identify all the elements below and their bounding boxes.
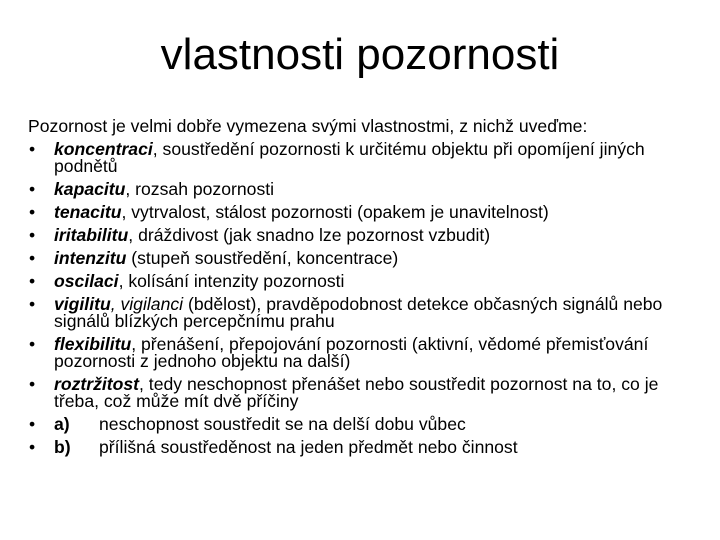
bullet-icon: •: [29, 248, 36, 268]
list-item-tenacita: [28, 204, 708, 221]
term: flexibilitu: [54, 334, 132, 354]
cause-text: neschopnost soustředit se na delší dobu vůbec: [99, 414, 466, 434]
description: (stupeň soustředění, koncentrace): [126, 248, 399, 268]
list-item-vigilita: [28, 296, 708, 330]
bullet-icon: •: [29, 294, 36, 314]
description: , dráždivost (jak snadno lze pozornost vzbudit): [128, 225, 491, 245]
cause-letter: b): [54, 437, 71, 457]
description: , vytrvalost, stálost pozornosti (opakem je unavitelnost): [121, 202, 549, 222]
list-item-cause-a: [28, 416, 708, 433]
property-list: [28, 141, 708, 456]
description: , přenášení, přepojování pozornosti (aktivní, vědomé přemisťování pozornosti z jednoho objektu na další): [54, 334, 649, 371]
description: , rozsah pozornosti: [125, 179, 275, 199]
term: vigilitu: [54, 294, 111, 314]
description: , soustředění pozornosti k určitému objektu při opomíjení jiných podnětů: [54, 139, 645, 176]
bullet-icon: •: [29, 179, 36, 199]
list-item-flexibilita: [28, 336, 708, 370]
term: roztržitost: [54, 374, 140, 394]
term: koncentraci: [54, 139, 153, 159]
term: kapacitu: [54, 179, 126, 199]
slide-title: vlastnosti pozornosti: [160, 30, 560, 79]
intro-text: Pozornost je velmi dobře vymezena svými vlastnostmi, z nichž uveďme:: [28, 116, 588, 136]
term: oscilaci: [54, 271, 119, 291]
cause-letter: a): [54, 414, 70, 434]
slide-content: [28, 118, 708, 462]
bullet-icon: •: [29, 271, 36, 291]
term: tenacitu: [54, 202, 122, 222]
list-item-intenzita: [28, 250, 708, 267]
list-item-kapacita: [28, 181, 708, 198]
description: , kolísání intenzity pozornosti: [118, 271, 345, 291]
bullet-icon: •: [29, 334, 36, 354]
bullet-icon: •: [29, 225, 36, 245]
term: intenzitu: [54, 248, 127, 268]
cause-text: přílišná soustředěnost na jeden předmět nebo činnost: [99, 437, 518, 457]
list-item-oscilace: [28, 273, 708, 290]
list-item-koncentrace: [28, 141, 708, 175]
description: (bdělost), pravděpodobnost detekce občasných signálů nebo signálů blízkých percepčnímu prahu: [54, 294, 663, 331]
term-variant: , vigilanci: [110, 294, 184, 314]
bullet-icon: •: [29, 374, 36, 394]
bullet-icon: •: [29, 139, 36, 159]
description: , tedy neschopnost přenášet nebo soustředit pozornost na to, co je třeba, což může mít dvě příčiny: [54, 374, 659, 411]
list-item-iritabilita: [28, 227, 708, 244]
bullet-icon: •: [29, 437, 36, 457]
bullet-icon: •: [29, 414, 36, 434]
term: iritabilitu: [54, 225, 129, 245]
bullet-icon: •: [29, 202, 36, 222]
list-item-roztrzitost: [28, 376, 708, 410]
list-item-cause-b: [28, 439, 708, 456]
